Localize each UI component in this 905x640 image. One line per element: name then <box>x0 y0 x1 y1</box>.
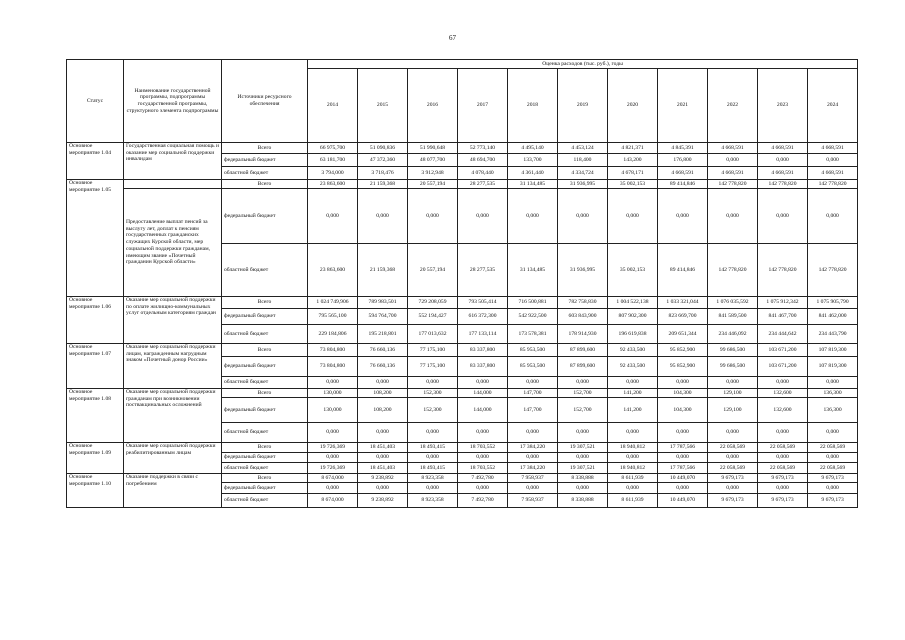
value-cell: 0,000 <box>358 483 408 494</box>
value-cell: 51 990,648 <box>408 143 458 154</box>
value-cell: 178 914,930 <box>558 325 608 344</box>
value-cell: 196 619,838 <box>608 325 658 344</box>
year-header: 2023 <box>758 69 808 143</box>
value-cell: 4 668,591 <box>808 143 858 154</box>
value-cell: 229 184,806 <box>308 325 358 344</box>
source-cell: федеральный бюджет <box>222 309 308 325</box>
value-cell: 18 451,403 <box>358 443 408 453</box>
status-header: Статус <box>67 60 124 143</box>
value-cell: 3 794,000 <box>308 167 358 180</box>
value-cell: 142 778,820 <box>758 244 808 297</box>
source-cell: Всего <box>222 344 308 357</box>
value-cell: 0,000 <box>708 453 758 463</box>
value-cell: 1 075 905,790 <box>808 297 858 309</box>
value-cell: 1 076 035,592 <box>708 297 758 309</box>
value-cell: 177 013,632 <box>408 325 458 344</box>
source-cell: Всего <box>222 180 308 189</box>
value-cell: 4 668,591 <box>758 143 808 154</box>
value-cell: 63 181,700 <box>308 154 358 167</box>
value-cell: 17 787,566 <box>658 463 708 474</box>
source-cell: областной бюджет <box>222 244 308 297</box>
value-cell: 807 902,300 <box>608 309 658 325</box>
value-cell: 48 694,700 <box>458 154 508 167</box>
value-cell: 0,000 <box>658 483 708 494</box>
value-cell: 0,000 <box>658 423 708 443</box>
value-cell: 118,400 <box>558 154 608 167</box>
value-cell: 0,000 <box>558 483 608 494</box>
value-cell: 616 372,300 <box>458 309 508 325</box>
table-row <box>67 344 858 357</box>
value-cell: 0,000 <box>758 423 808 443</box>
value-cell: 0,000 <box>658 189 708 244</box>
value-cell: 31 134,485 <box>508 180 558 189</box>
value-cell: 99 686,500 <box>708 357 758 377</box>
status-cell: Основное мероприятие 1.05 <box>67 180 124 297</box>
value-cell: 594 764,700 <box>358 309 408 325</box>
value-cell: 35 002,153 <box>608 180 658 189</box>
value-cell: 142 778,820 <box>708 180 758 189</box>
value-cell: 77 175,100 <box>408 357 458 377</box>
value-cell: 18 493,415 <box>408 463 458 474</box>
value-cell: 8 674,000 <box>308 474 358 483</box>
value-cell: 4 845,391 <box>658 143 708 154</box>
value-cell: 1 004 522,138 <box>608 297 658 309</box>
year-header: 2014 <box>308 69 358 143</box>
value-cell: 107 819,300 <box>808 344 858 357</box>
value-cell: 28 277,535 <box>458 244 508 297</box>
value-cell: 209 651,344 <box>658 325 708 344</box>
value-cell: 0,000 <box>458 483 508 494</box>
value-cell: 51 090,836 <box>358 143 408 154</box>
source-cell: федеральный бюджет <box>222 453 308 463</box>
value-cell: 141,200 <box>608 398 658 423</box>
value-cell: 129,100 <box>708 398 758 423</box>
year-header: 2015 <box>358 69 408 143</box>
value-cell: 31 134,485 <box>508 244 558 297</box>
value-cell: 152,700 <box>558 398 608 423</box>
value-cell: 23 863,600 <box>308 180 358 189</box>
status-cell: Основное мероприятие 1.10 <box>67 474 124 508</box>
value-cell: 130,000 <box>308 389 358 398</box>
value-cell: 0,000 <box>708 189 758 244</box>
value-cell: 147,700 <box>508 389 558 398</box>
value-cell: 130,000 <box>308 398 358 423</box>
value-cell: 7 958,937 <box>508 474 558 483</box>
value-cell: 108,200 <box>358 398 408 423</box>
value-cell: 0,000 <box>708 423 758 443</box>
value-cell: 177 133,114 <box>458 325 508 344</box>
value-cell: 19 726,369 <box>308 463 358 474</box>
value-cell: 99 686,500 <box>708 344 758 357</box>
value-cell: 143,200 <box>608 154 658 167</box>
value-cell: 22 058,569 <box>758 443 808 453</box>
source-cell: федеральный бюджет <box>222 189 308 244</box>
value-cell: 0,000 <box>308 483 358 494</box>
value-cell: 22 058,569 <box>808 463 858 474</box>
value-cell: 0,000 <box>358 189 408 244</box>
value-cell: 3 718,476 <box>358 167 408 180</box>
value-cell: 0,000 <box>808 154 858 167</box>
value-cell: 19 307,521 <box>558 463 608 474</box>
value-cell: 52 773,140 <box>458 143 508 154</box>
value-cell: 7 492,780 <box>458 494 508 508</box>
value-cell: 1 075 912,342 <box>758 297 808 309</box>
value-cell: 129,100 <box>708 389 758 398</box>
budget-table <box>66 59 858 508</box>
year-header: 2017 <box>458 69 508 143</box>
value-cell: 0,000 <box>508 483 558 494</box>
value-cell: 92 433,500 <box>608 344 658 357</box>
program-name-cell-spacer <box>124 180 222 189</box>
value-cell: 19 307,521 <box>558 443 608 453</box>
value-cell: 17 384,220 <box>508 463 558 474</box>
value-cell: 4 678,171 <box>608 167 658 180</box>
value-cell: 3 912,948 <box>408 167 458 180</box>
source-cell: областной бюджет <box>222 325 308 344</box>
table-row <box>67 443 858 453</box>
value-cell: 18 703,552 <box>458 443 508 453</box>
value-cell: 176,800 <box>658 154 708 167</box>
value-cell: 841 462,000 <box>808 309 858 325</box>
value-cell: 0,000 <box>358 453 408 463</box>
value-cell: 0,000 <box>558 377 608 389</box>
value-cell: 87 899,600 <box>558 344 608 357</box>
value-cell: 0,000 <box>508 377 558 389</box>
value-cell: 4 361,440 <box>508 167 558 180</box>
value-cell: 0,000 <box>808 423 858 443</box>
value-cell: 1 024 749,906 <box>308 297 358 309</box>
value-cell: 0,000 <box>808 453 858 463</box>
value-cell: 542 922,500 <box>508 309 558 325</box>
source-cell: областной бюджет <box>222 377 308 389</box>
value-cell: 841 467,700 <box>758 309 808 325</box>
value-cell: 729 208,059 <box>408 297 458 309</box>
value-cell: 0,000 <box>358 377 408 389</box>
year-header: 2021 <box>658 69 708 143</box>
status-cell: Основное мероприятие 1.08 <box>67 389 124 443</box>
value-cell: 0,000 <box>658 453 708 463</box>
source-cell: Всего <box>222 443 308 453</box>
source-cell: областной бюджет <box>222 167 308 180</box>
value-cell: 132,600 <box>758 389 808 398</box>
value-cell: 152,700 <box>558 389 608 398</box>
value-cell: 136,300 <box>808 389 858 398</box>
value-cell: 9 679,173 <box>708 474 758 483</box>
value-cell: 0,000 <box>358 423 408 443</box>
value-cell: 142 778,820 <box>808 180 858 189</box>
value-cell: 95 852,900 <box>658 357 708 377</box>
value-cell: 0,000 <box>608 423 658 443</box>
value-cell: 0,000 <box>508 189 558 244</box>
value-cell: 10 449,070 <box>658 494 708 508</box>
value-cell: 18 451,403 <box>358 463 408 474</box>
program-name-cell: Оказание мер социальной поддержки гражданам при возникновении поствакцинальных осложнений <box>124 389 222 443</box>
value-cell: 4 668,591 <box>708 167 758 180</box>
value-cell: 0,000 <box>608 189 658 244</box>
value-cell: 103 671,200 <box>758 357 808 377</box>
value-cell: 0,000 <box>408 483 458 494</box>
table-row <box>67 180 858 189</box>
source-cell: областной бюджет <box>222 423 308 443</box>
source-cell: федеральный бюджет <box>222 398 308 423</box>
value-cell: 31 936,995 <box>558 244 608 297</box>
value-cell: 0,000 <box>608 377 658 389</box>
value-cell: 7 492,780 <box>458 474 508 483</box>
value-cell: 8 674,000 <box>308 494 358 508</box>
table-row <box>67 389 858 398</box>
value-cell: 4 668,591 <box>808 167 858 180</box>
value-cell: 9 679,173 <box>758 494 808 508</box>
value-cell: 21 159,368 <box>358 244 408 297</box>
value-cell: 95 852,900 <box>658 344 708 357</box>
value-cell: 83 337,800 <box>458 344 508 357</box>
value-cell: 21 159,368 <box>358 180 408 189</box>
value-cell: 0,000 <box>308 423 358 443</box>
value-cell: 0,000 <box>308 377 358 389</box>
value-cell: 23 863,600 <box>308 244 358 297</box>
value-cell: 552 194,427 <box>408 309 458 325</box>
value-cell: 0,000 <box>758 453 808 463</box>
value-cell: 603 843,900 <box>558 309 608 325</box>
value-cell: 0,000 <box>708 377 758 389</box>
value-cell: 4 078,440 <box>458 167 508 180</box>
value-cell: 85 953,500 <box>508 357 558 377</box>
value-cell: 795 565,100 <box>308 309 358 325</box>
value-cell: 173 578,381 <box>508 325 558 344</box>
value-cell: 76 660,136 <box>358 344 408 357</box>
value-cell: 142 778,820 <box>808 244 858 297</box>
year-header: 2024 <box>808 69 858 143</box>
value-cell: 4 334,724 <box>558 167 608 180</box>
value-cell: 4 668,591 <box>708 143 758 154</box>
value-cell: 22 058,569 <box>808 443 858 453</box>
value-cell: 4 668,591 <box>758 167 808 180</box>
value-cell: 17 787,566 <box>658 443 708 453</box>
table-row <box>67 189 858 244</box>
value-cell: 0,000 <box>458 453 508 463</box>
value-cell: 66 975,700 <box>308 143 358 154</box>
value-cell: 1 033 321,044 <box>658 297 708 309</box>
value-cell: 793 505,414 <box>458 297 508 309</box>
value-cell: 9 679,173 <box>808 474 858 483</box>
value-cell: 4 453,124 <box>558 143 608 154</box>
value-cell: 47 372,360 <box>358 154 408 167</box>
source-cell: федеральный бюджет <box>222 154 308 167</box>
value-cell: 0,000 <box>608 483 658 494</box>
program-name-cell: Оказание мер социальной поддержки лицам, награжденным нагрудным знаком «Почетный донор России» <box>124 344 222 389</box>
value-cell: 142 778,820 <box>758 180 808 189</box>
value-cell: 0,000 <box>758 154 808 167</box>
value-cell: 0,000 <box>408 189 458 244</box>
value-cell: 0,000 <box>808 377 858 389</box>
value-cell: 0,000 <box>758 189 808 244</box>
value-cell: 17 384,220 <box>508 443 558 453</box>
value-cell: 9 238,892 <box>358 474 408 483</box>
value-cell: 89 414,846 <box>658 244 708 297</box>
value-cell: 85 953,500 <box>508 344 558 357</box>
source-cell: Всего <box>222 143 308 154</box>
value-cell: 136,300 <box>808 398 858 423</box>
source-cell: Всего <box>222 297 308 309</box>
value-cell: 22 058,569 <box>758 463 808 474</box>
estimate-header: Оценка расходов (тыс. руб.), годы <box>308 60 858 69</box>
value-cell: 0,000 <box>508 423 558 443</box>
value-cell: 0,000 <box>758 483 808 494</box>
value-cell: 9 238,892 <box>358 494 408 508</box>
source-cell: Всего <box>222 474 308 483</box>
value-cell: 234 446,092 <box>708 325 758 344</box>
value-cell: 132,600 <box>758 398 808 423</box>
value-cell: 104,300 <box>658 389 708 398</box>
value-cell: 195 218,801 <box>358 325 408 344</box>
value-cell: 87 899,600 <box>558 357 608 377</box>
value-cell: 20 557,194 <box>408 244 458 297</box>
value-cell: 0,000 <box>808 189 858 244</box>
value-cell: 0,000 <box>408 453 458 463</box>
value-cell: 28 277,535 <box>458 180 508 189</box>
value-cell: 35 002,153 <box>608 244 658 297</box>
value-cell: 0,000 <box>708 154 758 167</box>
year-header: 2016 <box>408 69 458 143</box>
value-cell: 103 671,200 <box>758 344 808 357</box>
value-cell: 841 589,500 <box>708 309 758 325</box>
value-cell: 142 778,820 <box>708 244 758 297</box>
value-cell: 0,000 <box>558 189 608 244</box>
value-cell: 8 338,888 <box>558 474 608 483</box>
source-cell: федеральный бюджет <box>222 357 308 377</box>
program-name-cell: Государственная социальная помощь и оказание мер социальной поддержки инвалидам <box>124 143 222 180</box>
value-cell: 144,000 <box>458 389 508 398</box>
value-cell: 20 557,194 <box>408 180 458 189</box>
value-cell: 31 936,995 <box>558 180 608 189</box>
status-cell: Основное мероприятие 1.09 <box>67 443 124 474</box>
value-cell: 9 679,173 <box>758 474 808 483</box>
table-row <box>67 143 858 154</box>
value-cell: 133,700 <box>508 154 558 167</box>
value-cell: 0,000 <box>458 423 508 443</box>
page-number: 67 <box>449 34 456 42</box>
program-name-cell: Предоставление выплат пенсий за выслугу лет, доплат к пенсиям государственных гражданских служащих Курской области, мер социальной поддержки гражданам, имеющим звание «Почетный гражданин Курской области» <box>124 189 222 297</box>
value-cell: 4 495,140 <box>508 143 558 154</box>
value-cell: 0,000 <box>308 453 358 463</box>
value-cell: 92 433,500 <box>608 357 658 377</box>
value-cell: 22 058,569 <box>708 443 758 453</box>
year-header: 2018 <box>508 69 558 143</box>
value-cell: 782 758,830 <box>558 297 608 309</box>
value-cell: 4 821,371 <box>608 143 658 154</box>
source-cell: федеральный бюджет <box>222 483 308 494</box>
value-cell: 8 923,358 <box>408 494 458 508</box>
value-cell: 76 660,136 <box>358 357 408 377</box>
value-cell: 22 058,569 <box>708 463 758 474</box>
sources-header: Источники ресурсного обеспечения <box>222 60 308 143</box>
value-cell: 0,000 <box>408 423 458 443</box>
value-cell: 0,000 <box>408 377 458 389</box>
value-cell: 73 804,800 <box>308 357 358 377</box>
table-row <box>67 474 858 483</box>
value-cell: 19 726,369 <box>308 443 358 453</box>
year-header: 2022 <box>708 69 758 143</box>
value-cell: 8 923,358 <box>408 474 458 483</box>
value-cell: 823 669,700 <box>658 309 708 325</box>
value-cell: 104,300 <box>658 398 708 423</box>
value-cell: 8 338,888 <box>558 494 608 508</box>
value-cell: 18 940,812 <box>608 463 658 474</box>
status-cell: Основное мероприятие 1.07 <box>67 344 124 389</box>
value-cell: 18 493,415 <box>408 443 458 453</box>
value-cell: 147,700 <box>508 398 558 423</box>
value-cell: 9 679,173 <box>708 494 758 508</box>
value-cell: 7 958,937 <box>508 494 558 508</box>
value-cell: 789 983,501 <box>358 297 408 309</box>
value-cell: 9 679,173 <box>808 494 858 508</box>
value-cell: 73 804,800 <box>308 344 358 357</box>
value-cell: 83 337,800 <box>458 357 508 377</box>
value-cell: 152,300 <box>408 389 458 398</box>
program-name-header: Наименование государственной программы, подпрограммы государственной программы, структурного элемента подпрограммы <box>124 60 222 143</box>
year-header: 2019 <box>558 69 608 143</box>
value-cell: 0,000 <box>658 377 708 389</box>
value-cell: 108,200 <box>358 389 408 398</box>
value-cell: 0,000 <box>608 453 658 463</box>
status-cell: Основное мероприятие 1.04 <box>67 143 124 180</box>
value-cell: 0,000 <box>508 453 558 463</box>
value-cell: 0,000 <box>758 377 808 389</box>
value-cell: 144,000 <box>458 398 508 423</box>
source-cell: Всего <box>222 389 308 398</box>
value-cell: 716 500,881 <box>508 297 558 309</box>
value-cell: 141,200 <box>608 389 658 398</box>
value-cell: 10 449,070 <box>658 474 708 483</box>
source-cell: областной бюджет <box>222 494 308 508</box>
program-name-cell: Оказание мер социальной поддержки по оплате жилищно-коммунальных услуг отдельным категориям граждан <box>124 297 222 344</box>
status-cell: Основное мероприятие 1.06 <box>67 297 124 344</box>
value-cell: 8 611,939 <box>608 494 658 508</box>
year-header: 2020 <box>608 69 658 143</box>
program-name-cell: Оказание мер социальной поддержки реабилитированным лицам <box>124 443 222 474</box>
value-cell: 0,000 <box>308 189 358 244</box>
value-cell: 0,000 <box>458 189 508 244</box>
value-cell: 0,000 <box>708 483 758 494</box>
value-cell: 152,300 <box>408 398 458 423</box>
value-cell: 18 703,552 <box>458 463 508 474</box>
source-cell: областной бюджет <box>222 463 308 474</box>
value-cell: 234 443,790 <box>808 325 858 344</box>
value-cell: 4 668,591 <box>658 167 708 180</box>
value-cell: 77 175,100 <box>408 344 458 357</box>
value-cell: 107 819,300 <box>808 357 858 377</box>
value-cell: 48 077,700 <box>408 154 458 167</box>
value-cell: 8 611,939 <box>608 474 658 483</box>
value-cell: 0,000 <box>808 483 858 494</box>
value-cell: 234 444,642 <box>758 325 808 344</box>
value-cell: 0,000 <box>558 453 608 463</box>
program-name-cell: Оказание поддержки в связи с погребением <box>124 474 222 508</box>
value-cell: 0,000 <box>458 377 508 389</box>
value-cell: 18 940,812 <box>608 443 658 453</box>
table-row <box>67 297 858 309</box>
value-cell: 89 414,846 <box>658 180 708 189</box>
value-cell: 0,000 <box>558 423 608 443</box>
